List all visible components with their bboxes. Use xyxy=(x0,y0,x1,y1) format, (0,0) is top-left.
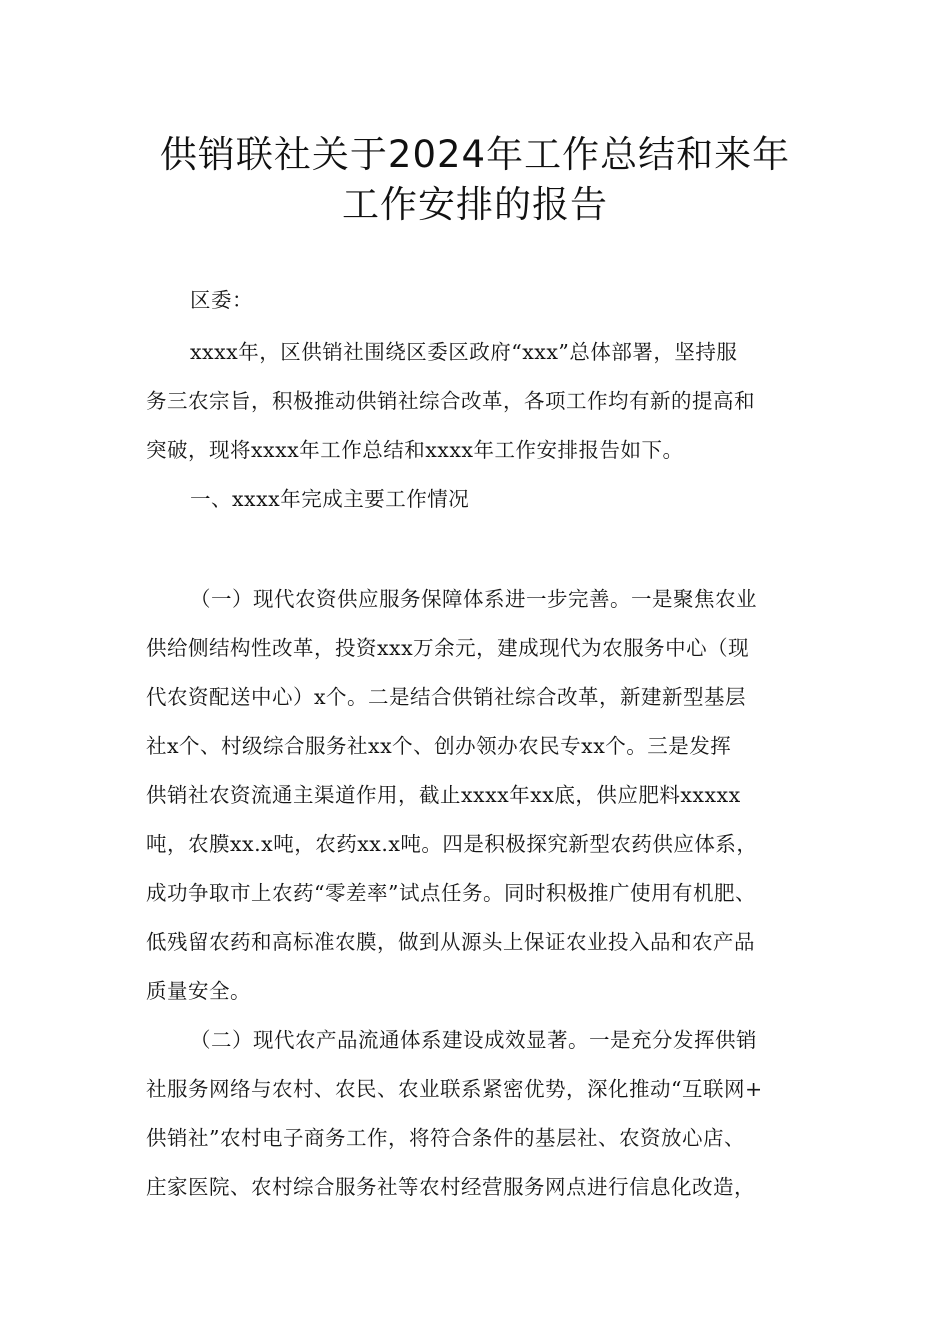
paragraph-line: 供给侧结构性改革，投资xxx万余元，建成现代为农服务中心（现 xyxy=(146,636,750,660)
paragraph-line: （二）现代农产品流通体系建设成效显著。一是充分发挥供销 xyxy=(190,1028,757,1052)
paragraph-line: 务三农宗旨，积极推动供销社综合改革，各项工作均有新的提高和 xyxy=(146,389,755,413)
paragraph-line: 供销社农资流通主渠道作用，截止xxxx年xx底，供应肥料xxxxx xyxy=(146,783,741,807)
paragraph-line: 质量安全。 xyxy=(146,979,251,1003)
paragraph-line: 代农资配送中心）x个。二是结合供销社综合改革，新建新型基层 xyxy=(146,685,747,709)
paragraph-line: 供销社”农村电子商务工作，将符合条件的基层社、农资放心店、 xyxy=(146,1126,745,1150)
paragraph-line: 突破，现将xxxx年工作总结和xxxx年工作安排报告如下。 xyxy=(146,438,684,462)
section-heading: 一、xxxx年完成主要工作情况 xyxy=(190,487,470,511)
document-title-line-1: 供销联社关于2024年工作总结和来年 xyxy=(159,133,791,176)
paragraph-line: 庄家医院、农村综合服务社等农村经营服务网点进行信息化改造， xyxy=(146,1175,755,1199)
paragraph-line: xxxx年，区供销社围绕区委区政府“xxx”总体部署，坚持服 xyxy=(190,340,738,364)
salutation: 区委： xyxy=(190,288,253,312)
paragraph-line: 成功争取市上农药“零差率”试点任务。同时积极推广使用有机肥、 xyxy=(146,881,756,905)
paragraph-line: （一）现代农资供应服务保障体系进一步完善。一是聚焦农业 xyxy=(190,587,757,611)
paragraph-line: 吨，农膜xx.x吨，农药xx.x吨。四是积极探究新型农药供应体系， xyxy=(146,832,758,856)
paragraph-line: 低残留农药和高标准农膜，做到从源头上保证农业投入品和农产品 xyxy=(146,930,755,954)
document-title-line-2: 工作安排的报告 xyxy=(342,183,608,226)
paragraph-line: 社x个、村级综合服务社xx个、创办领办农民专xx个。三是发挥 xyxy=(146,734,732,758)
paragraph-line: 社服务网络与农村、农民、农业联系紧密优势，深化推动“互联网+ xyxy=(146,1077,763,1101)
